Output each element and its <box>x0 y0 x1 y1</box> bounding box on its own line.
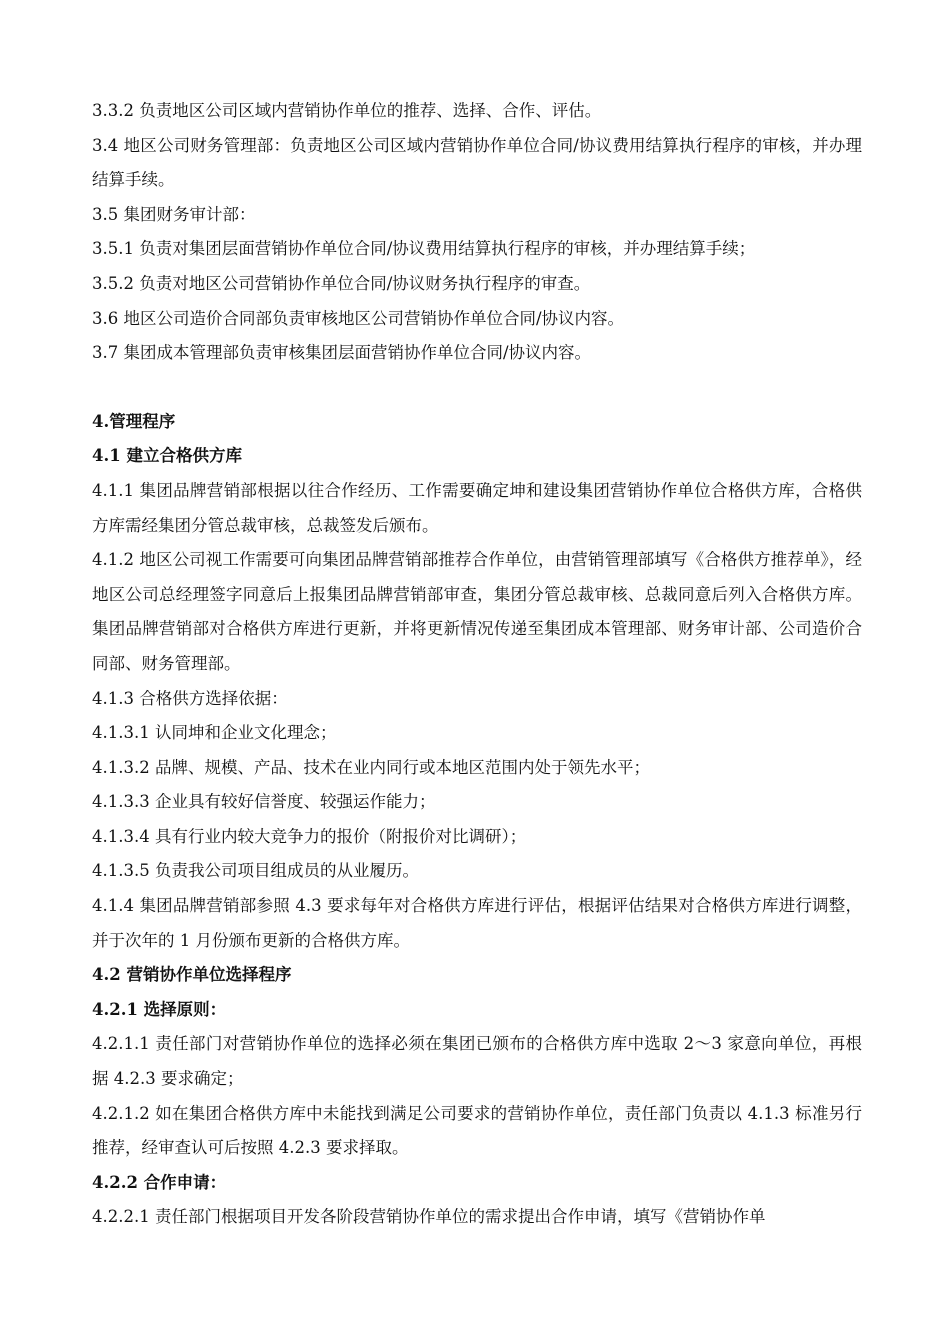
heading-4: 4.管理程序 <box>92 411 176 431</box>
paragraph-3-7: 3.7 集团成本管理部负责审核集团层面营销协作单位合同/协议内容。 <box>92 343 592 363</box>
document-body <box>92 94 862 1235</box>
paragraph-4-2-2-1: 4.2.2.1 责任部门根据项目开发各阶段营销协作单位的需求提出合作申请，填写《营销协作单 <box>92 1207 766 1227</box>
paragraph-3-5-2: 3.5.2 负责对地区公司营销协作单位合同/协议财务执行程序的审查。 <box>92 273 591 293</box>
paragraph-4-1-3-4: 4.1.3.4 具有行业内较大竞争力的报价（附报价对比调研）； <box>92 826 527 846</box>
paragraph-4-1-1: 4.1.1 集团品牌营销部根据以往合作经历、工作需要确定坤和建设集团营销协作单位合格供方库，合格供方库需经集团分管总裁审核，总裁签发后颁布。 <box>92 480 862 535</box>
heading-4-1: 4.1 建立合格供方库 <box>92 446 242 466</box>
heading-4-2: 4.2 营销协作单位选择程序 <box>92 965 292 985</box>
paragraph-4-2-1-2: 4.2.1.2 如在集团合格供方库中未能找到满足公司要求的营销协作单位，责任部门负责以 4.1.3 标准另行推荐，经审查认可后按照 4.2.3 要求择取。 <box>92 1103 862 1158</box>
heading-4-2-2: 4.2.2 合作申请： <box>92 1172 227 1192</box>
paragraph-3-4: 3.4 地区公司财务管理部：负责地区公司区域内营销协作单位合同/协议费用结算执行程序的审核，并办理结算手续。 <box>92 135 862 190</box>
paragraph-4-1-3: 4.1.3 合格供方选择依据： <box>92 688 288 708</box>
paragraph-4-1-3-3: 4.1.3.3 企业具有较好信誉度、较强运作能力； <box>92 792 436 812</box>
paragraph-3-6: 3.6 地区公司造价合同部负责审核地区公司营销协作单位合同/协议内容。 <box>92 308 625 328</box>
paragraph-4-1-3-2: 4.1.3.2 品牌、规模、产品、技术在业内同行或本地区范围内处于领先水平； <box>92 757 650 777</box>
paragraph-4-1-3-5: 4.1.3.5 负责我公司项目组成员的从业履历。 <box>92 861 419 881</box>
paragraph-3-3-2: 3.3.2 负责地区公司区域内营销协作单位的推荐、选择、合作、评估。 <box>92 101 602 120</box>
section-spacer <box>92 371 862 405</box>
paragraph-4-2-1-1: 4.2.1.1 责任部门对营销协作单位的选择必须在集团已颁布的合格供方库中选取 2～3 家意向单位，再根据 4.2.3 要求确定； <box>92 1034 862 1089</box>
paragraph-3-5: 3.5 集团财务审计部： <box>92 204 256 224</box>
paragraph-4-1-2: 4.1.2 地区公司视工作需要可向集团品牌营销部推荐合作单位，由营销管理部填写《合格供方推荐单》，经地区公司总经理签字同意后上报集团品牌营销部审查，集团分管总裁审核、总裁同意后列入合格供方库。集团品牌营销部对合格供方库进行更新，并将更新情况传递至集团成本管理部、财务审计部、公司造价合同部、财务管理部。 <box>92 550 862 673</box>
paragraph-3-5-1: 3.5.1 负责对集团层面营销协作单位合同/协议费用结算执行程序的审核，并办理结算手续； <box>92 239 756 259</box>
paragraph-4-1-3-1: 4.1.3.1 认同坤和企业文化理念； <box>92 723 337 743</box>
heading-4-2-1: 4.2.1 选择原则： <box>92 999 227 1019</box>
paragraph-4-1-4: 4.1.4 集团品牌营销部参照 4.3 要求每年对合格供方库进行评估，根据评估结果对合格供方库进行调整，并于次年的 1 月份颁布更新的合格供方库。 <box>92 896 862 950</box>
